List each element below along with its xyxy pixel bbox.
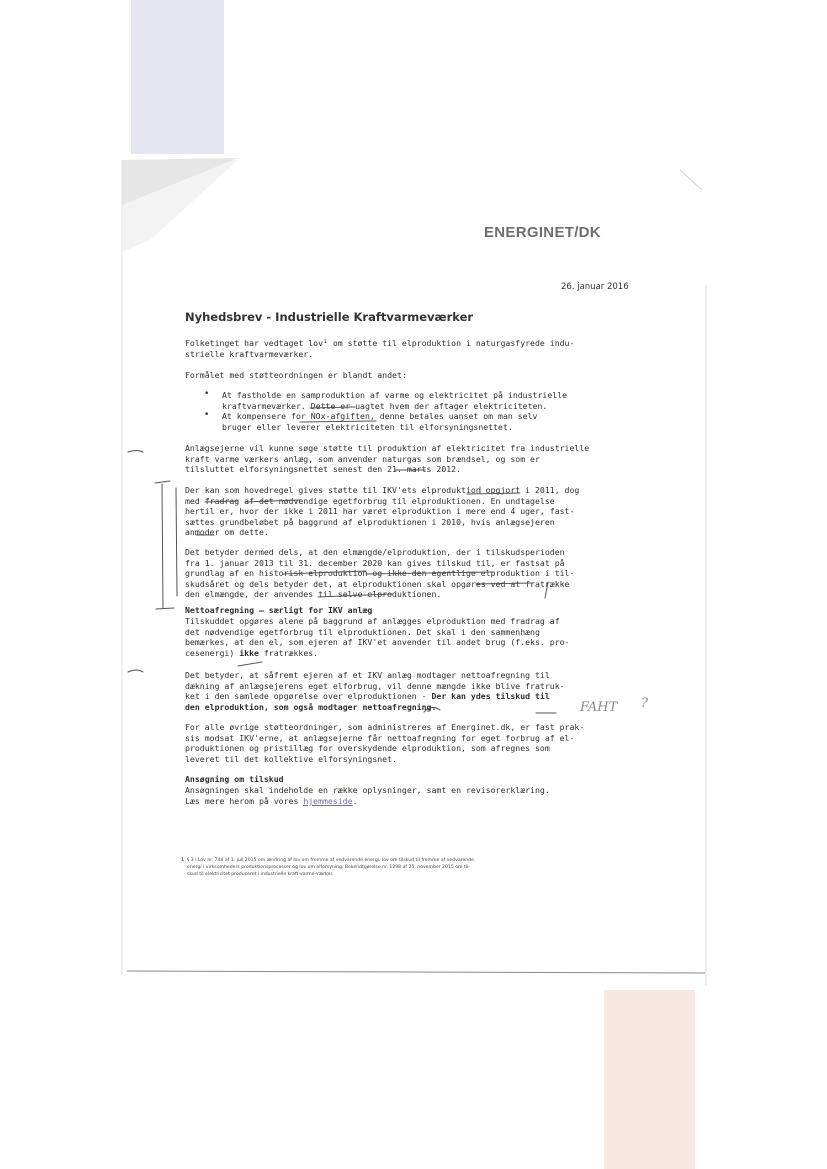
bullet-item-1: At fastholde en samproduktion af varme og elektricitet på industrielle kraftvarmeværker. Dette er uagtet hvem der aftager elektriciteten. [222,390,568,411]
owners-paragraph: Anlægsejerne vil kunne søge støtte til produktion af elektricitet fra industrielle kraft varme værkers anlæg, som anvender naturgas som brændsel, og som er tilsluttet elforsyningsnettet senest den 21. marts 2012. [185,443,590,475]
purpose-line: Formålet med støtteordningen er blandt andet: [185,370,407,380]
application-heading: Ansøgning om tilskud [185,774,284,784]
net-settlement-heading: Nettoafregning – særligt for IKV anlæg [185,605,373,615]
document-date: 26. januar 2016 [561,282,629,292]
handwritten-question-mark: ? [641,696,648,711]
bullet-dot: • [204,410,210,420]
means-paragraph: Det betyder dermed dels, at den elmængde/elproduktion, der i tilskudsperioden fra 1. januar 2013 til 31. december 2020 kan gives tilskud til, er fastsat på grundlag af en historisk elproduktion og ikke den egentlige elproduktion i til- skudsåret og dels betyder det, at elproduktionen skal opgøres ved at fratrække den elmængde, der anvendes til selve elproduktionen. [185,547,575,600]
footnote-text: § 3 i Lov nr. 744 af 1. juli 2015 om ændring af lov om fremme af vedvarende energi, lov om tilskud til fremme af vedvarende energi i virksomheders produktionsprocesser og lov om elforsyning. Bekendtgørelse nr. 1298 af 25. november 2015 om til- skud til elektricitet produceret i industrielle kraft-varme-værker. [187,858,474,877]
bullet-dot: • [204,389,210,399]
owner-paragraph: Det betyder, at såfremt ejeren af et IKV anlæg modtager nettoafregning til dækning af anlægsejerens eget elforbrug, vil denne mængde ikke blive fratruk- ket i den samlede opgørelse over elproduktionen - Der kan ydes tilskud til den elproduktion, som også modtager nettoafregning. [185,670,565,712]
footnote-mark: 1 [181,857,185,863]
net-settlement-paragraph: Tilskuddet opgøres alene på baggrund af anlægges elproduktion med fradrag af det nødvendige egetforbrug til elproduktionen. Det skal i den sammenhæng bemærkes, at den el, som ejeren af IKV'et anvender til andet brug (f.eks. pro- cesenergi) ikke fratrækkes. [185,616,570,658]
handwritten-note: FAHT [580,700,618,715]
newsletter-title: Nyhedsbrev - Industrielle Kraftvarmeværker [185,310,474,324]
intro-paragraph: Folketinget har vedtaget lov¹ om støtte til elproduktion i naturgasfyrede indu- strielle kraftvarmeværker. [185,338,575,359]
application-paragraph: Ansøgningen skal indeholde en række oplysninger, samt en revisorerklæring. Læs mere herom på vores hjemmeside. [185,785,550,806]
homepage-link[interactable]: hjemmeside [303,795,353,806]
other-schemes-paragraph: For alle øvrige støtteordninger, som administreres af Energinet.dk, er fast prak- sis modsat IKV'erne, at anlægsejerne får nettoafregning for eget forbrug af el- produktionen og pristillæg for overskydende elproduktion, som afregnes som leveret til det kollektive elforsyningsnet. [185,722,585,764]
bullet-item-2: At kompensere for NOx-afgiften, denne betales uanset om man selv bruger eller leverer elektriciteten til elforsyningsnettet. [222,411,538,432]
energinet-logo: ENERGINET/DK [484,224,601,241]
main-rule-paragraph: Der kan som hovedregel gives støtte til IKV'ets elproduktion opgjort i 2011, dog med fradrag af det nødvendige egetforbrug til elproduktionen. En undtagelse hertil er, hvor der ikke i 2011 har været elproduktion i mere end 4 uger, fast- sættes grundbeløbet på baggrund af elproduktionen i 2010, hvis anlægsejeren anmoder om dette. [185,485,580,538]
